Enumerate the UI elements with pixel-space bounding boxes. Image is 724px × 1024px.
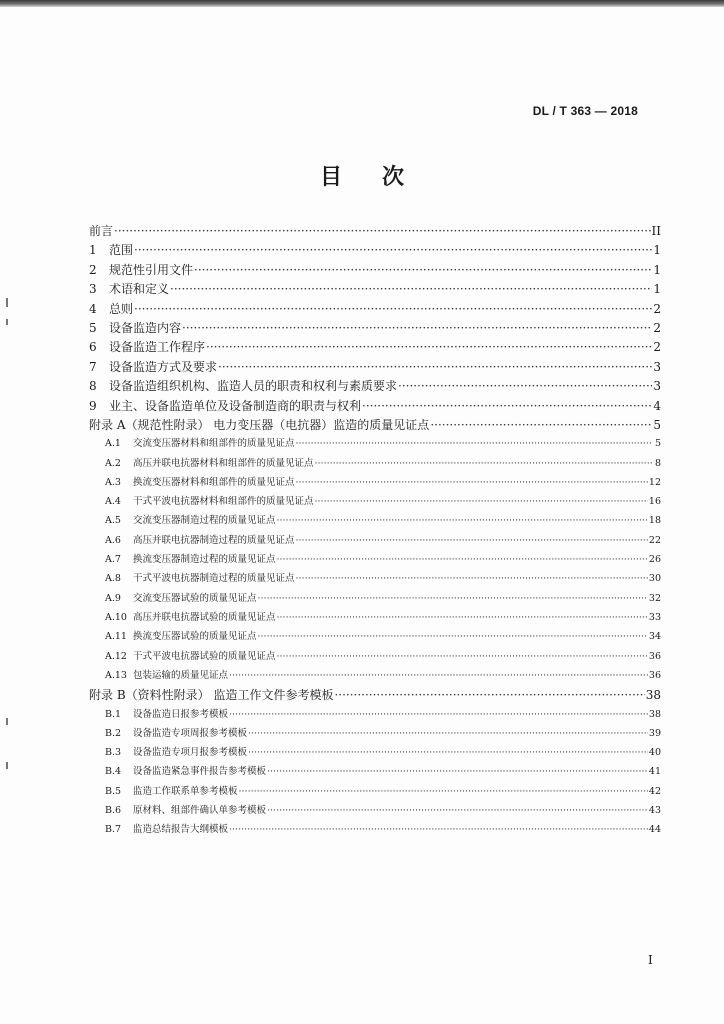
toc-entry[interactable]: [89, 319, 661, 338]
toc-entry-title: 干式平波电抗器材料和组部件的质量见证点: [133, 496, 314, 508]
toc-entry-page: 5: [654, 438, 661, 450]
toc-entry-title: 交流变压器制造过程的质量见证点: [133, 515, 276, 527]
toc-entry-number: A.1: [105, 438, 121, 450]
toc-entry-title: 设备监造专项周报参考模板: [133, 727, 248, 739]
toc-entry-page: 39: [648, 727, 661, 739]
toc-entry-page: 30: [648, 573, 661, 585]
toc-entry-page: 3: [653, 379, 661, 394]
toc-entry[interactable]: [89, 667, 661, 686]
table-of-contents: [89, 222, 661, 841]
toc-entry-number: 4: [89, 301, 97, 316]
toc-entry-number: A.9: [105, 592, 121, 604]
toc-entry-number: A.6: [105, 534, 121, 546]
toc-entry-title: 原材料、组部件确认单参考模板: [133, 805, 267, 817]
toc-entry-page: 41: [648, 766, 661, 778]
dot-leader: [296, 573, 648, 584]
dot-leader: [239, 786, 648, 797]
toc-entry-page: 2: [653, 340, 661, 355]
toc-entry[interactable]: [89, 551, 661, 570]
dot-leader: [315, 496, 648, 507]
toc-entry-title: 设备监造专项月报参考模板: [133, 747, 248, 759]
dot-leader: [334, 688, 644, 702]
dot-leader: [218, 360, 652, 374]
toc-entry-number: A.13: [105, 669, 127, 681]
toc-entry-page: 18: [648, 515, 661, 527]
toc-entry-page: 38: [648, 708, 661, 720]
toc-entry[interactable]: [89, 512, 661, 531]
toc-entry[interactable]: [89, 821, 661, 840]
toc-entry-number: B.3: [105, 747, 122, 759]
scan-mark: [6, 319, 8, 325]
toc-entry-number: A.5: [105, 515, 121, 527]
toc-entry-page: 38: [645, 688, 661, 703]
toc-entry-page: 1: [653, 243, 661, 258]
toc-entry-number: A.3: [105, 476, 121, 488]
toc-entry-page: 1: [653, 262, 661, 277]
dot-leader: [296, 477, 648, 488]
dot-leader: [277, 612, 648, 623]
toc-entry-page: 32: [648, 592, 661, 604]
toc-entry-number: 6: [89, 340, 97, 355]
toc-entry-title: 换流变压器试验的质量见证点: [133, 631, 257, 643]
toc-entry-title: 干式平波电抗器试验的质量见证点: [133, 650, 276, 662]
scan-edge: [0, 0, 724, 7]
toc-entry-title: 高压并联电抗器材料和组部件的质量见证点: [133, 457, 314, 469]
standard-code: DL / T 363 — 2018: [532, 104, 638, 118]
toc-entry-title: 设备监造方式及要求: [109, 359, 218, 374]
toc-entry-title: 范围: [109, 243, 134, 258]
toc-entry-number: 1: [89, 243, 97, 258]
dot-leader: [267, 805, 648, 816]
toc-entry-title: 设备监造工作程序: [109, 340, 206, 355]
toc-entry[interactable]: [89, 590, 661, 609]
page-title: [0, 160, 724, 191]
toc-entry-title: 规范性引用文件: [109, 262, 194, 277]
toc-entry-page: 36: [648, 650, 661, 662]
toc-entry[interactable]: [89, 570, 661, 589]
toc-entry[interactable]: [89, 744, 661, 763]
toc-entry[interactable]: [89, 338, 661, 357]
toc-entry-title: 包装运输的质量见证点: [133, 669, 229, 681]
dot-leader: [114, 224, 651, 238]
title-char-2: 次: [382, 165, 405, 190]
toc-entry[interactable]: [89, 802, 661, 821]
toc-entry[interactable]: [89, 763, 661, 782]
toc-entry-title: 高压并联电抗器试验的质量见证点: [133, 611, 276, 623]
dot-leader: [315, 458, 652, 469]
toc-entry-title: 高压并联电抗器制造过程的质量见证点: [133, 534, 295, 546]
toc-entry-page: 26: [648, 554, 661, 566]
toc-entry[interactable]: [89, 377, 661, 396]
toc-entry-title: 监造总结报告大纲模板: [133, 824, 229, 836]
toc-entry[interactable]: [89, 628, 661, 647]
toc-entry-page: 36: [648, 669, 661, 681]
toc-entry-number: B.4: [105, 766, 122, 778]
toc-entry-title: 术语和定义: [109, 282, 170, 297]
dot-leader: [296, 438, 652, 449]
toc-entry-page: 5: [653, 417, 661, 432]
scan-mark: [6, 762, 8, 769]
toc-entry[interactable]: [89, 300, 661, 319]
toc-entry-page: 42: [648, 785, 661, 797]
toc-entry-number: B.6: [105, 805, 122, 817]
toc-entry-title: 监造工作联系单参考模板: [133, 785, 238, 797]
dot-leader: [277, 554, 648, 565]
toc-entry[interactable]: [89, 783, 661, 802]
toc-entry[interactable]: [89, 474, 661, 493]
dot-leader: [206, 340, 652, 354]
toc-entry-title: 换流变压器材料和组部件的质量见证点: [133, 476, 295, 488]
toc-entry-title: 交流变压器材料和组部件的质量见证点: [133, 438, 295, 450]
toc-entry-number: A.8: [105, 573, 121, 585]
toc-entry-page: 8: [654, 457, 661, 469]
toc-entry[interactable]: [89, 435, 661, 454]
toc-entry-number: B.1: [105, 708, 122, 720]
toc-entry-page: 3: [653, 359, 661, 374]
toc-entry-number: 3: [89, 282, 97, 297]
scan-mark: [6, 718, 8, 725]
scan-mark: [6, 298, 8, 307]
dot-leader: [229, 709, 648, 720]
title-char-1: 目: [319, 165, 342, 190]
dot-leader: [258, 631, 648, 642]
dot-leader: [277, 515, 648, 526]
dot-leader: [398, 379, 652, 393]
toc-entry-number: B.2: [105, 727, 122, 739]
dot-leader: [134, 243, 652, 257]
toc-entry[interactable]: [89, 686, 661, 705]
toc-entry-number: A.11: [105, 631, 127, 643]
toc-entry-page: 33: [648, 611, 661, 623]
toc-entry[interactable]: [89, 261, 661, 280]
dot-leader: [170, 282, 652, 296]
toc-entry-number: 9: [89, 398, 97, 413]
toc-entry[interactable]: [89, 648, 661, 667]
toc-entry-number: A.7: [105, 554, 121, 566]
dot-leader: [194, 263, 652, 277]
toc-entry-number: B.5: [105, 785, 122, 797]
toc-entry-title: 设备监造日报参考模板: [133, 708, 229, 720]
toc-entry-page: 2: [653, 320, 661, 335]
toc-entry-page: 22: [648, 534, 661, 546]
toc-entry-number: 7: [89, 359, 97, 374]
toc-entry-page: II: [651, 224, 661, 238]
toc-entry[interactable]: [89, 280, 661, 299]
toc-entry-title: 附录 A（规范性附录） 电力变压器（电抗器）监造的质量见证点: [89, 417, 430, 432]
toc-entry[interactable]: [89, 493, 661, 512]
toc-entry-page: 16: [648, 496, 661, 508]
toc-entry-page: 4: [653, 398, 661, 413]
toc-entry-number: A.10: [105, 611, 127, 623]
dot-leader: [277, 651, 648, 662]
toc-entry-title: 业主、设备监造单位及设备制造商的职责与权利: [109, 398, 362, 413]
toc-entry-number: A.2: [105, 457, 121, 469]
toc-entry[interactable]: [89, 706, 661, 725]
toc-entry-title: 设备监造内容: [109, 320, 182, 335]
toc-entry-number: A.12: [105, 650, 127, 662]
toc-entry-number: B.7: [105, 824, 122, 836]
toc-entry-title: 干式平波电抗器制造过程的质量见证点: [133, 573, 295, 585]
toc-entry-page: 2: [653, 301, 661, 316]
page-number: I: [648, 953, 653, 967]
toc-entry[interactable]: [89, 455, 661, 474]
toc-entry[interactable]: [89, 241, 661, 260]
dot-leader: [430, 418, 652, 432]
dot-leader: [248, 747, 648, 758]
dot-leader: [258, 593, 648, 604]
toc-entry-page: 40: [648, 747, 661, 759]
toc-entry-page: 44: [648, 824, 661, 836]
toc-entry[interactable]: [89, 532, 661, 551]
toc-entry-number: 2: [89, 262, 97, 277]
dot-leader: [182, 321, 652, 335]
toc-entry[interactable]: [89, 609, 661, 628]
toc-entry-title: 交流变压器试验的质量见证点: [133, 592, 257, 604]
toc-entry-number: 8: [89, 379, 97, 394]
toc-entry-title: 设备监造组织机构、监造人员的职责和权利与素质要求: [109, 379, 398, 394]
toc-entry-page: 43: [648, 805, 661, 817]
toc-entry-title: 设备监造紧急事件报告参考模板: [133, 766, 267, 778]
toc-entry-title: 总则: [109, 301, 134, 316]
toc-entry[interactable]: [89, 358, 661, 377]
toc-entry-page: 12: [648, 476, 661, 488]
toc-entry[interactable]: [89, 222, 661, 241]
toc-entry[interactable]: [89, 725, 661, 744]
dot-leader: [134, 302, 652, 316]
toc-entry-page: 34: [648, 631, 661, 643]
dot-leader: [248, 728, 648, 739]
dot-leader: [229, 670, 648, 681]
toc-entry-title: 前言: [89, 224, 114, 238]
toc-entry-title: 附录 B（资料性附录） 监造工作文件参考模板: [89, 688, 334, 703]
toc-entry-number: 5: [89, 320, 97, 335]
toc-entry-title: 换流变压器制造过程的质量见证点: [133, 554, 276, 566]
toc-entry[interactable]: [89, 397, 661, 416]
toc-entry-page: 1: [653, 282, 661, 297]
dot-leader: [229, 824, 648, 835]
dot-leader: [296, 535, 648, 546]
dot-leader: [267, 766, 648, 777]
toc-entry-number: A.4: [105, 496, 121, 508]
toc-entry[interactable]: [89, 416, 661, 435]
dot-leader: [362, 399, 652, 413]
